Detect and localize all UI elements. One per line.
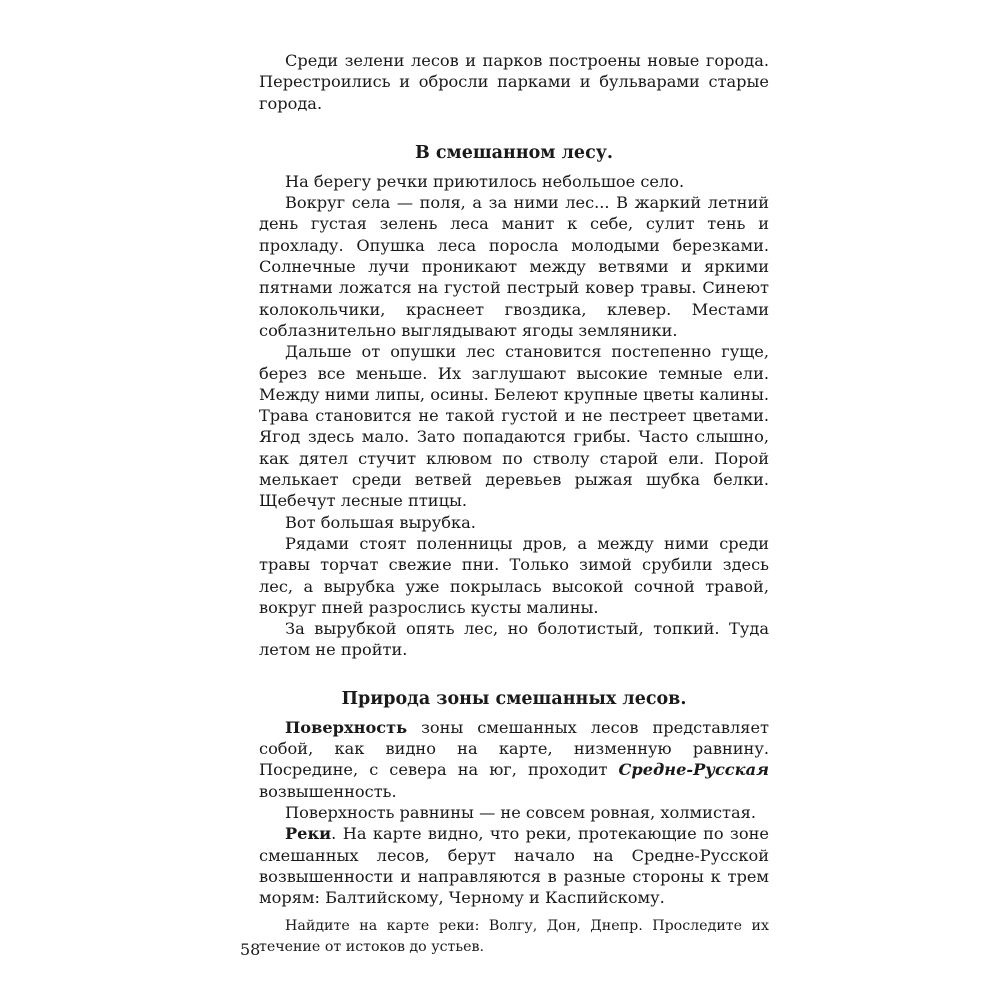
paragraph: Рядами стоят поленницы дров, а между ними среди травы торчат свежие пни. Только зимой срубили здесь лес, а вырубка уже покрылась высокой сочной травой, вокруг пней разрослись кусты малины.: [259, 533, 769, 617]
paragraph: Дальше от опушки лес становится постепенно гуще, берез все меньше. Их заглушают высокие темные ели. Между ними липы, осины. Белеют крупные цветы калины. Трава становится не такой густой и не пестреет цветами. Ягод здесь мало. Зато попадаются грибы. Часто слышно, как дятел стучит клювом по стволу старой ели. Порой мелькает среди ветвей деревьев рыжая шубка белки. Щебечут лесные птицы.: [259, 342, 769, 511]
rivers-term: Реки: [285, 824, 332, 844]
surface-term: Поверхность: [285, 717, 408, 737]
paragraph: На берегу речки приютилось небольшое село.: [285, 171, 685, 191]
surface-text: зоны смешанных лесов представляет собой, как видно на карте, низменную равнину. Посредине, с севера на юг, проходит: [259, 717, 769, 780]
section-heading-nature-zone: Природа зоны смешанных лесов.: [341, 688, 687, 709]
highland-name: Средне-Русская: [618, 760, 769, 780]
task-paragraph: Найдите на карте реки: Волгу, Дон, Днепр. Проследите их течение от истоков до устьев.: [259, 918, 769, 956]
section-heading-mixed-forest: В смешанном лесу.: [414, 142, 614, 163]
rivers-paragraph: [259, 823, 769, 908]
surface-paragraph: [259, 717, 769, 802]
paragraph: Вот большая вырубка.: [285, 512, 476, 532]
rivers-text: . На карте видно, что реки, протекающие по зоне смешанных лесов, берут начало на Средне-Русской возвышенности и направляются в разные стороны к трем морям: Балтийскому, Черному и Каспийскому.: [259, 824, 769, 908]
paragraph: Вокруг села — поля, а за ними лес... В жаркий летний день густая зелень леса манит к себе, сулит тень и прохладу. Опушка леса поросла молодыми березками. Солнечные лучи проникают между ветвями и яркими пятнами ложатся на густой пестрый ковер травы. Синеют колокольчики, краснеет гвоздика, клевер. Местами соблазнительно выглядывают ягоды земляники.: [259, 193, 769, 340]
surface-text-end: возвышенность.: [259, 781, 397, 801]
page-number: 58: [240, 940, 261, 959]
page-content: [259, 50, 769, 958]
paragraph: За вырубкой опять лес, но болотистый, топкий. Туда летом не пройти.: [259, 619, 769, 660]
intro-paragraph: Среди зелени лесов и парков построены новые города. Перестроились и обросли парками и бульварами старые города.: [259, 51, 769, 113]
paragraph: Поверхность равнины — не совсем ровная, холмистая.: [285, 802, 756, 822]
